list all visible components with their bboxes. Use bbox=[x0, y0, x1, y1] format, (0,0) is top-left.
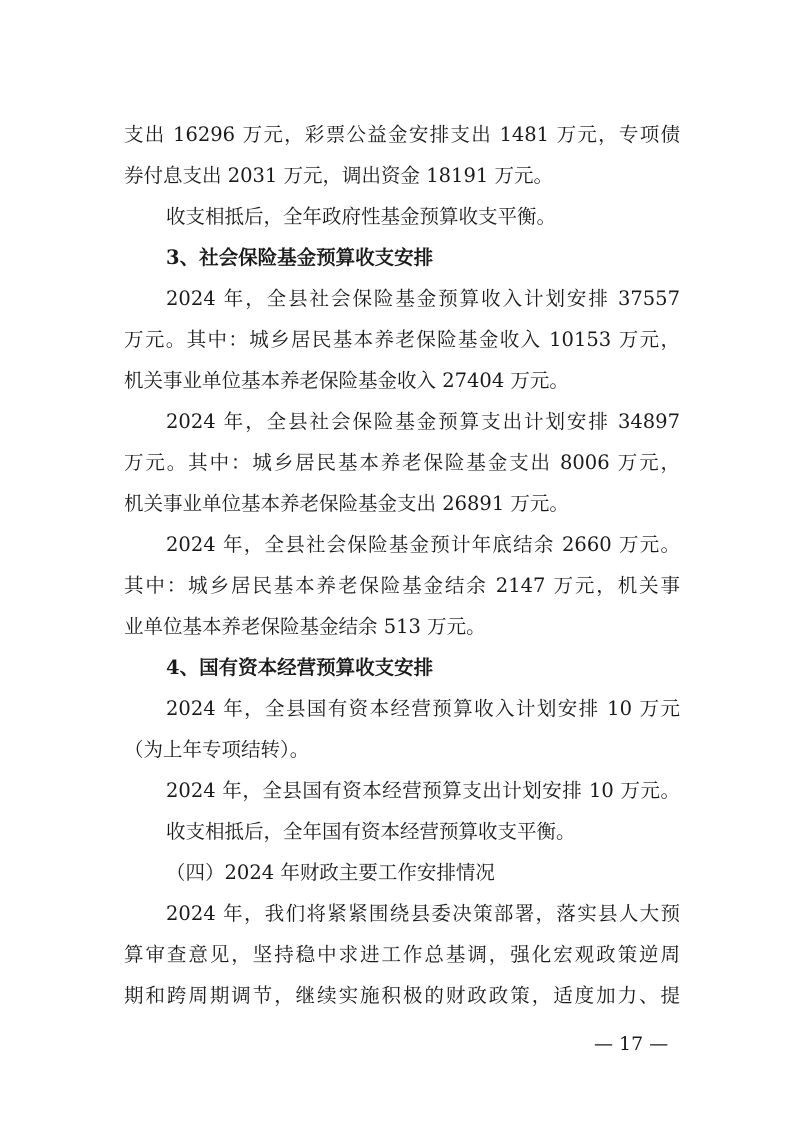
text-line: 券付息支出 2031 万元，调出资金 18191 万元。 bbox=[124, 164, 553, 187]
page-number: — 17 — bbox=[594, 1033, 669, 1055]
text-line: 2024 年，全县国有资本经营预算收入计划安排 10 万元 bbox=[166, 697, 680, 720]
section-heading-4: 4、国有资本经营预算收支安排 bbox=[166, 656, 434, 679]
text-line: 万元。其中：城乡居民基本养老保险基金支出 8006 万元， bbox=[124, 451, 680, 474]
text-line: 收支相抵后，全年政府性基金预算收支平衡。 bbox=[166, 205, 557, 228]
text-line: 万元。其中：城乡居民基本养老保险基金收入 10153 万元， bbox=[124, 328, 680, 351]
text-line: 期和跨周期调节，继续实施积极的财政政策，适度加力、提 bbox=[124, 984, 680, 1007]
text-line: 2024 年，我们将紧紧围绕县委决策部署，落实县人大预 bbox=[166, 902, 680, 925]
text-line: 业单位基本养老保险基金结余 513 万元。 bbox=[124, 615, 486, 638]
section-heading-3: 3、社会保险基金预算收支安排 bbox=[166, 246, 434, 269]
text-line: （为上年专项结转）。 bbox=[124, 738, 310, 761]
text-line: 算审查意见，坚持稳中求进工作总基调，强化宏观政策逆周 bbox=[124, 943, 680, 966]
document-body bbox=[124, 114, 680, 1016]
text-line: 2024 年，全县国有资本经营预算支出计划安排 10 万元。 bbox=[166, 779, 680, 802]
text-line: 收支相抵后，全年国有资本经营预算收支平衡。 bbox=[166, 820, 576, 843]
text-line: 2024 年，全县社会保险基金预算收入计划安排 37557 bbox=[166, 287, 680, 310]
text-line: 2024 年，全县社会保险基金预计年底结余 2660 万元。 bbox=[166, 533, 680, 556]
text-line: 其中：城乡居民基本养老保险基金结余 2147 万元，机关事 bbox=[124, 574, 680, 597]
text-line: 机关事业单位基本养老保险基金支出 26891 万元。 bbox=[124, 492, 569, 515]
text-line: 支出 16296 万元，彩票公益金安排支出 1481 万元，专项债 bbox=[124, 123, 680, 146]
text-line: 2024 年，全县社会保险基金预算支出计划安排 34897 bbox=[166, 410, 680, 433]
subsection-heading: （四）2024 年财政主要工作安排情况 bbox=[166, 861, 495, 884]
text-line: 机关事业单位基本养老保险基金收入 27404 万元。 bbox=[124, 369, 569, 392]
